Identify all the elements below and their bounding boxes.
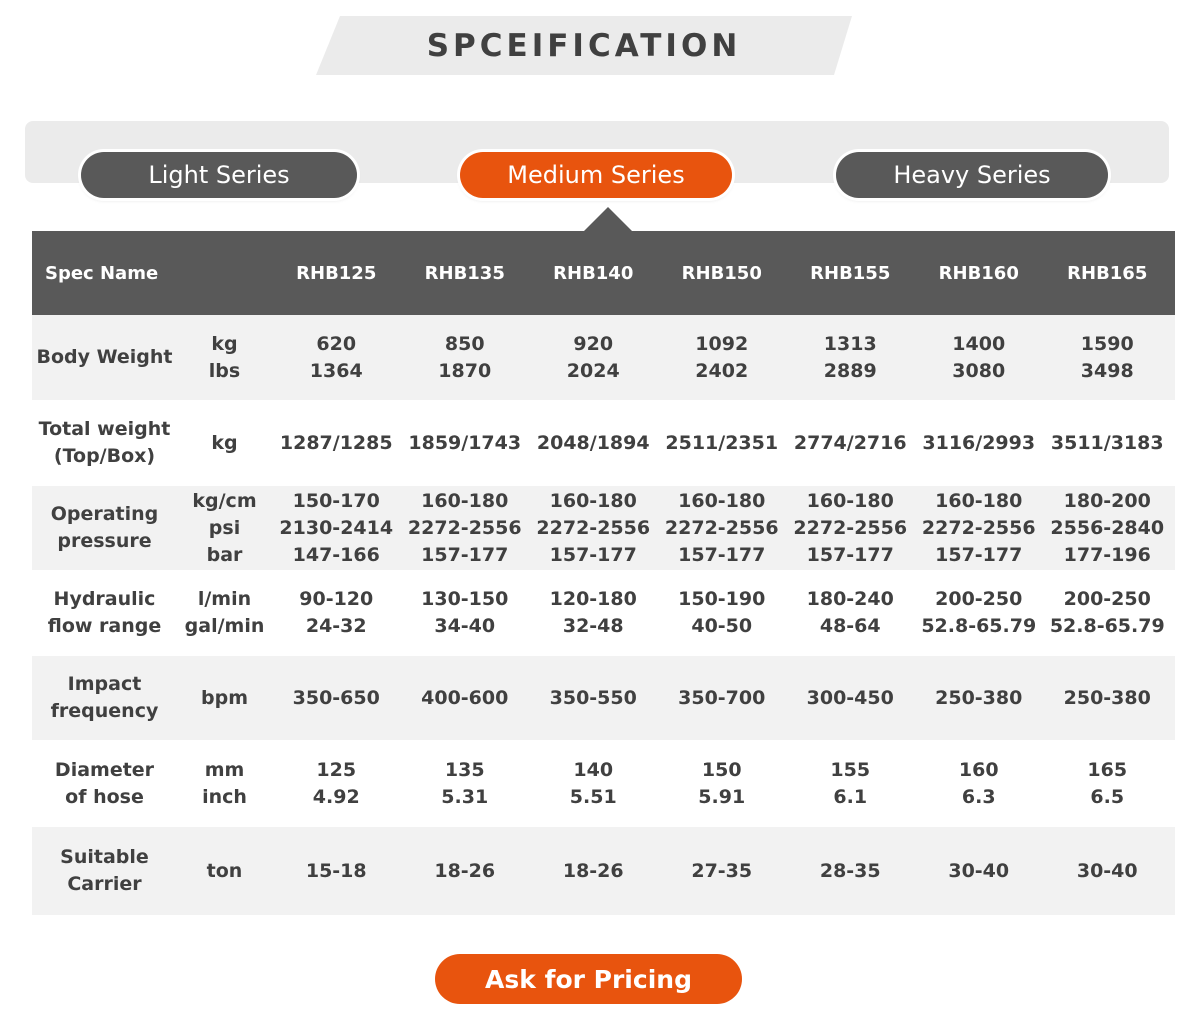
value-text: 180-200 xyxy=(1063,489,1151,512)
value-cell xyxy=(401,827,530,915)
unit-label: mm xyxy=(204,758,245,781)
value-text: 2048/1894 xyxy=(536,431,650,454)
header-model: RHB165 xyxy=(1067,262,1148,284)
spec-table xyxy=(32,231,1175,915)
value-cell xyxy=(401,315,530,400)
spec-name-line: Body Weight xyxy=(36,346,173,368)
value-text: 6.1 xyxy=(833,785,868,808)
value-text: 15-18 xyxy=(305,859,367,882)
unit-label: ton xyxy=(206,859,243,882)
unit-cell xyxy=(177,827,272,915)
unit-cell xyxy=(177,315,272,400)
value-text: 250-380 xyxy=(1063,686,1151,709)
value-text: 200-250 xyxy=(1063,588,1151,610)
value-text: 2402 xyxy=(695,359,749,382)
value-cell xyxy=(786,827,915,915)
value-cell xyxy=(915,400,1044,486)
value-text: 3116/2993 xyxy=(922,431,1036,454)
value-cell xyxy=(915,740,1044,827)
value-cell xyxy=(272,827,401,915)
unit-label: bpm xyxy=(201,686,248,709)
value-cell xyxy=(529,740,658,827)
value-cell xyxy=(915,827,1044,915)
value-cell xyxy=(272,570,401,656)
value-text: 300-450 xyxy=(806,686,894,709)
unit-label: lbs xyxy=(208,359,241,382)
table-row xyxy=(32,570,1175,656)
spec-name-cell xyxy=(32,656,177,740)
value-cell xyxy=(786,656,915,740)
value-text: 130-150 xyxy=(421,588,509,610)
value-text: 1590 xyxy=(1080,332,1134,355)
spec-name-line: frequency xyxy=(50,700,159,722)
value-text: 30-40 xyxy=(1076,859,1138,882)
value-text: 177-196 xyxy=(1063,543,1151,566)
value-text: 18-26 xyxy=(562,859,624,882)
value-cell xyxy=(658,400,787,486)
spec-name-line: (Top/Box) xyxy=(53,445,156,467)
value-text: 1287/1285 xyxy=(279,431,393,454)
value-text: 620 xyxy=(316,332,357,355)
value-text: 5.51 xyxy=(569,785,617,808)
table-row xyxy=(32,827,1175,915)
value-text: 6.5 xyxy=(1090,785,1125,808)
tab-medium-series[interactable]: Medium Series xyxy=(460,152,732,198)
value-text: 2024 xyxy=(566,359,620,382)
header-model: RHB155 xyxy=(810,262,891,284)
value-text: 34-40 xyxy=(434,615,496,637)
value-text: 157-177 xyxy=(421,543,509,566)
value-cell xyxy=(1043,315,1172,400)
value-cell xyxy=(272,315,401,400)
value-text: 400-600 xyxy=(421,686,509,709)
value-text: 2272-2556 xyxy=(793,516,908,539)
value-cell xyxy=(529,827,658,915)
value-text: 52.8-65.79 xyxy=(1049,615,1165,637)
value-cell xyxy=(658,740,787,827)
value-cell xyxy=(1043,656,1172,740)
value-text: 6.3 xyxy=(961,785,996,808)
value-cell xyxy=(401,570,530,656)
value-text: 2889 xyxy=(823,359,877,382)
value-cell xyxy=(1043,400,1172,486)
value-text: 2272-2556 xyxy=(921,516,1036,539)
spec-name-cell xyxy=(32,570,177,656)
value-text: 18-26 xyxy=(434,859,496,882)
value-cell xyxy=(401,400,530,486)
value-cell xyxy=(786,740,915,827)
header-model: RHB140 xyxy=(553,262,634,284)
value-text: 30-40 xyxy=(948,859,1010,882)
value-text: 2272-2556 xyxy=(407,516,522,539)
value-text: 160-180 xyxy=(678,489,766,512)
value-text: 2272-2556 xyxy=(664,516,779,539)
value-text: 1870 xyxy=(438,359,492,382)
spec-name-line: pressure xyxy=(57,530,152,552)
value-text: 250-380 xyxy=(935,686,1023,709)
table-row xyxy=(32,315,1175,400)
value-text: 155 xyxy=(830,758,871,781)
value-text: 2774/2716 xyxy=(793,431,907,454)
header-model: RHB150 xyxy=(681,262,762,284)
value-cell xyxy=(786,570,915,656)
value-cell xyxy=(786,486,915,570)
tab-heavy-series[interactable]: Heavy Series xyxy=(836,152,1108,198)
value-text: 1313 xyxy=(823,332,877,355)
ask-for-pricing-button[interactable]: Ask for Pricing xyxy=(435,954,742,1004)
table-row xyxy=(32,400,1175,486)
value-text: 157-177 xyxy=(549,543,637,566)
header-unit-spacer xyxy=(177,231,272,315)
table-row xyxy=(32,486,1175,570)
value-text: 2511/2351 xyxy=(665,431,779,454)
unit-label: kg/cm xyxy=(192,489,257,512)
value-text: 120-180 xyxy=(549,588,637,610)
value-text: 160-180 xyxy=(421,489,509,512)
value-cell xyxy=(786,400,915,486)
unit-cell xyxy=(177,570,272,656)
value-cell xyxy=(272,400,401,486)
value-text: 2272-2556 xyxy=(536,516,651,539)
value-text: 1400 xyxy=(952,332,1006,355)
value-cell xyxy=(529,400,658,486)
value-text: 180-240 xyxy=(806,588,894,610)
value-text: 3080 xyxy=(952,359,1006,382)
value-cell xyxy=(272,656,401,740)
value-cell xyxy=(1043,740,1172,827)
value-text: 28-35 xyxy=(819,859,881,882)
value-cell xyxy=(658,827,787,915)
table-header-row xyxy=(32,231,1175,315)
value-text: 160-180 xyxy=(935,489,1023,512)
value-cell xyxy=(1043,570,1172,656)
spec-name-line: flow range xyxy=(47,615,162,637)
value-text: 5.31 xyxy=(441,785,489,808)
spec-name-line: Total weight xyxy=(38,418,171,440)
value-text: 32-48 xyxy=(562,615,624,637)
value-text: 90-120 xyxy=(299,588,374,610)
value-cell xyxy=(529,486,658,570)
value-text: 160-180 xyxy=(549,489,637,512)
header-model: RHB125 xyxy=(296,262,377,284)
value-cell xyxy=(786,315,915,400)
value-cell xyxy=(658,570,787,656)
value-text: 350-550 xyxy=(549,686,637,709)
value-text: 920 xyxy=(573,332,614,355)
value-text: 3498 xyxy=(1080,359,1134,382)
unit-label: l/min xyxy=(197,588,252,610)
page-title: SPCEIFICATION xyxy=(426,27,742,64)
value-text: 160 xyxy=(958,758,999,781)
value-text: 24-32 xyxy=(305,615,367,637)
value-text: 157-177 xyxy=(935,543,1023,566)
header-model: RHB135 xyxy=(424,262,505,284)
spec-name-cell xyxy=(32,486,177,570)
unit-cell xyxy=(177,486,272,570)
spec-name-line: Diameter xyxy=(54,758,155,781)
value-text: 2556-2840 xyxy=(1050,516,1165,539)
value-text: 200-250 xyxy=(935,588,1023,610)
value-text: 5.91 xyxy=(698,785,746,808)
value-text: 140 xyxy=(573,758,614,781)
value-text: 48-64 xyxy=(819,615,881,637)
value-cell xyxy=(401,740,530,827)
value-cell xyxy=(1043,486,1172,570)
value-text: 52.8-65.79 xyxy=(921,615,1037,637)
spec-name-cell xyxy=(32,740,177,827)
value-text: 40-50 xyxy=(691,615,753,637)
table-row xyxy=(32,656,1175,740)
value-text: 147-166 xyxy=(292,543,380,566)
spec-name-line: Impact xyxy=(67,673,142,695)
spec-name-line: of hose xyxy=(65,785,144,808)
value-text: 150-170 xyxy=(292,489,380,512)
value-cell xyxy=(915,486,1044,570)
spec-name-cell xyxy=(32,400,177,486)
value-cell xyxy=(272,486,401,570)
spec-name-cell xyxy=(32,827,177,915)
value-text: 4.92 xyxy=(312,785,360,808)
unit-cell xyxy=(177,400,272,486)
value-text: 3511/3183 xyxy=(1050,431,1164,454)
spec-name-line: Carrier xyxy=(67,873,142,895)
header-spec-name: Spec Name xyxy=(45,262,159,284)
value-cell xyxy=(529,570,658,656)
value-cell xyxy=(915,315,1044,400)
value-cell xyxy=(401,486,530,570)
unit-label: bar xyxy=(206,543,243,566)
tab-light-series[interactable]: Light Series xyxy=(81,152,357,198)
value-text: 27-35 xyxy=(691,859,753,882)
value-text: 150 xyxy=(701,758,742,781)
value-text: 350-700 xyxy=(678,686,766,709)
value-cell xyxy=(529,656,658,740)
value-cell xyxy=(401,656,530,740)
unit-label: gal/min xyxy=(184,615,265,637)
value-text: 157-177 xyxy=(806,543,894,566)
unit-cell xyxy=(177,740,272,827)
value-cell xyxy=(272,740,401,827)
value-text: 1364 xyxy=(309,359,363,382)
unit-label: kg xyxy=(211,332,238,355)
value-cell xyxy=(915,656,1044,740)
value-cell xyxy=(529,315,658,400)
value-cell xyxy=(915,570,1044,656)
unit-label: psi xyxy=(208,516,241,539)
table-row xyxy=(32,740,1175,827)
value-text: 135 xyxy=(444,758,485,781)
value-text: 165 xyxy=(1087,758,1128,781)
value-cell xyxy=(658,486,787,570)
header-model: RHB160 xyxy=(938,262,1019,284)
active-tab-pointer xyxy=(583,207,633,232)
value-text: 157-177 xyxy=(678,543,766,566)
unit-label: inch xyxy=(202,785,247,808)
value-cell xyxy=(1043,827,1172,915)
unit-label: kg xyxy=(211,431,238,454)
value-cell xyxy=(658,315,787,400)
spec-name-line: Hydraulic xyxy=(53,588,156,610)
value-text: 1092 xyxy=(695,332,749,355)
value-text: 150-190 xyxy=(678,588,766,610)
value-text: 125 xyxy=(316,758,357,781)
unit-cell xyxy=(177,656,272,740)
value-text: 160-180 xyxy=(806,489,894,512)
spec-name-cell xyxy=(32,315,177,400)
value-text: 350-650 xyxy=(292,686,380,709)
value-text: 1859/1743 xyxy=(408,431,522,454)
spec-name-line: Operating xyxy=(50,503,159,525)
value-text: 850 xyxy=(444,332,485,355)
value-cell xyxy=(658,656,787,740)
spec-name-line: Suitable xyxy=(60,846,149,868)
value-text: 2130-2414 xyxy=(279,516,394,539)
